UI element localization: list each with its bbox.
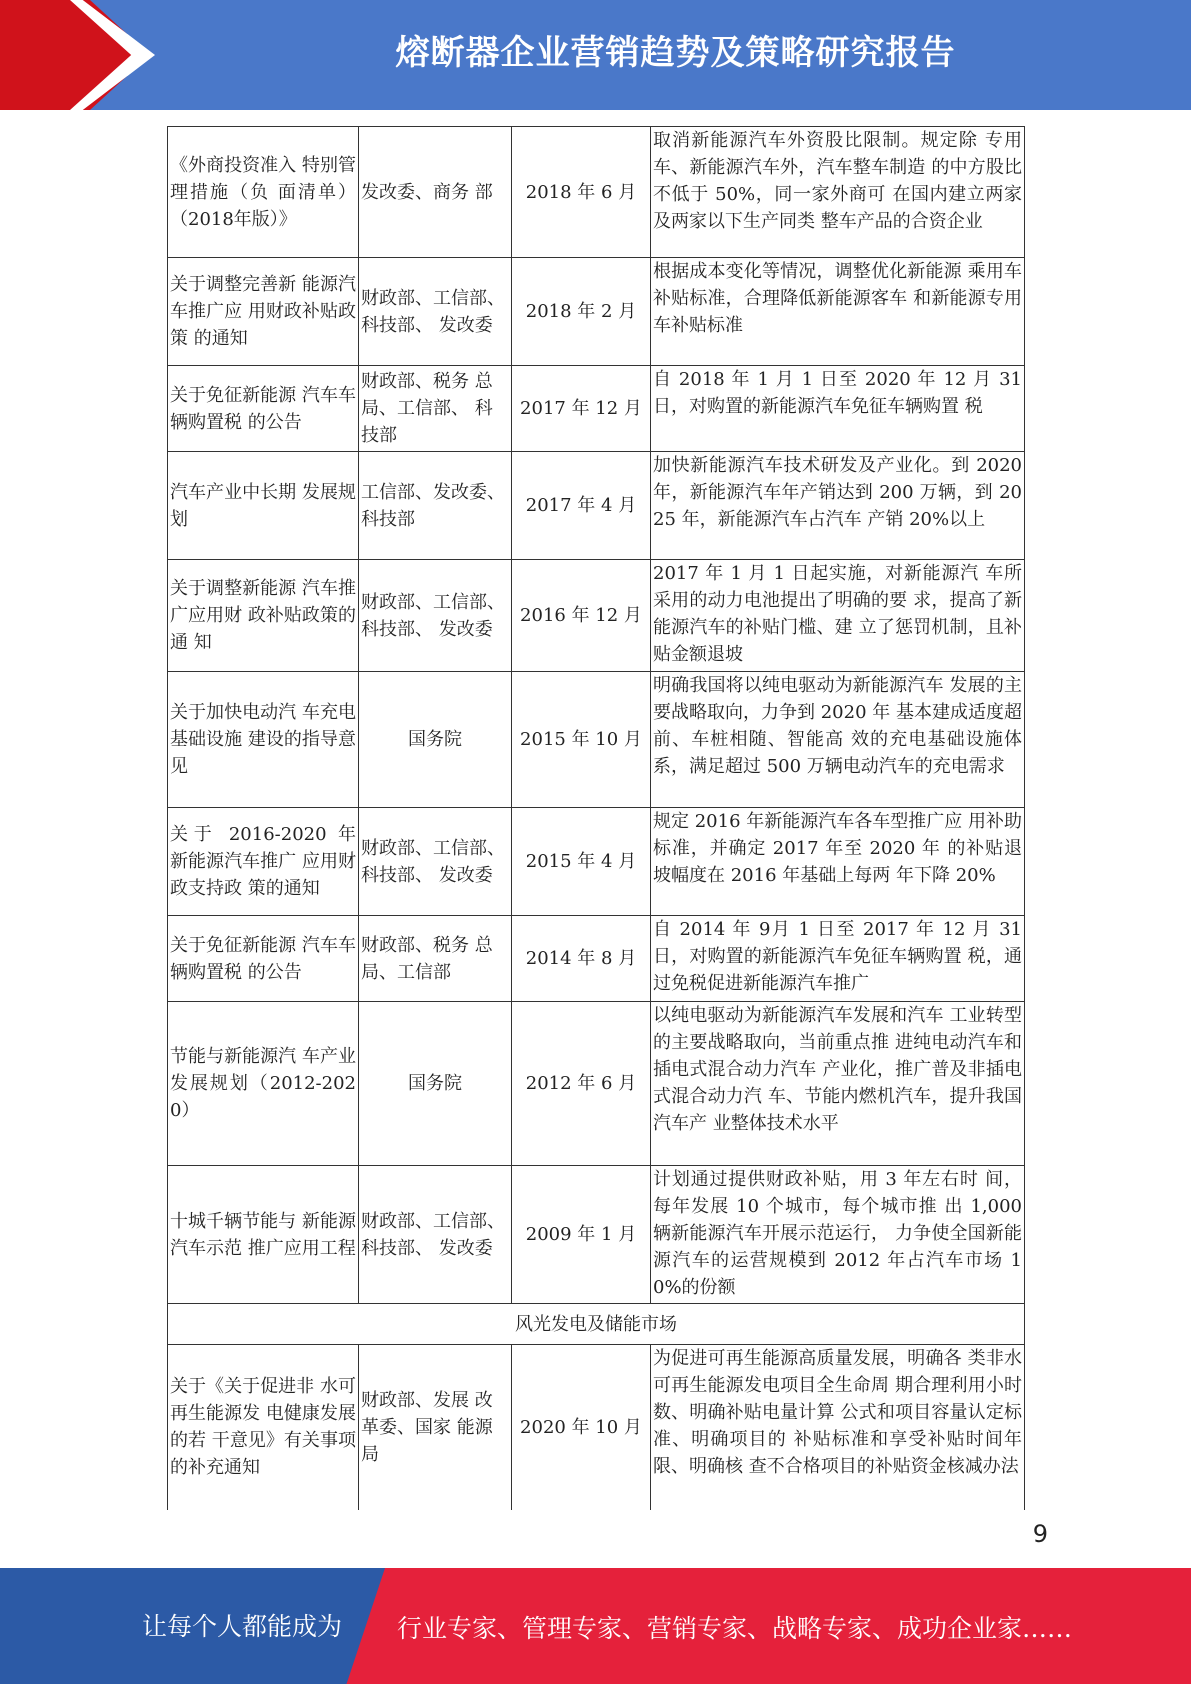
policy-name-cell: 汽车产业中长期 发展规划 [168,452,359,560]
date-cell: 2015 年 10 月 [512,672,651,808]
table-row [168,808,1025,916]
policy-name-cell: 关于调整新能源 汽车推广应用财 政补贴政策的通 知 [168,560,359,672]
date-cell: 2012 年 6 月 [512,1002,651,1166]
footer-slogan-left: 让每个人都能成为 [142,1612,343,1641]
table-row [168,452,1025,560]
table-row [168,1345,1025,1510]
date-cell: 2017 年 4 月 [512,452,651,560]
date-cell: 2014 年 8 月 [512,916,651,1002]
section-row [168,1304,1025,1345]
table-row [168,672,1025,808]
date-cell: 2009 年 1 月 [512,1166,651,1304]
department-cell: 财政部、税务 总局、工信部、 科技部 [359,366,512,452]
report-title: 熔断器企业营销趋势及策略研究报告 [395,33,956,73]
content-cell: 取消新能源汽车外资股比限制。规定除 专用车、新能源汽车外，汽车整车制造 的中方股比不低于 50%，同一家外商可 在国内建立两家及两家以下生产同类 整车产品的合资企业 [651,127,1025,258]
department-cell: 工信部、发改委、科技部 [359,452,512,560]
policy-name-cell: 关于《关于促进非 水可再生能源发 电健康发展的若 干意见》有关事项 的补充通知 [168,1345,359,1510]
table-row [168,127,1025,258]
page-number: 9 [1032,1520,1048,1548]
section-heading: 风光发电及储能市场 [168,1304,1025,1345]
content-cell: 加快新能源汽车技术研发及产业化。到 2020 年，新能源汽车年产销达到 200 万辆，到 2025 年，新能源汽车占汽车 产销 20%以上 [651,452,1025,560]
date-cell: 2020 年 10 月 [512,1345,651,1510]
content-cell: 2017 年 1 月 1 日起实施，对新能源汽 车所采用的动力电池提出了明确的要 求，提高了新能源汽车的补贴门槛、建 立了惩罚机制，且补贴金额退坡 [651,560,1025,672]
content-cell: 自 2014 年 9月 1 日至 2017 年 12 月 31 日，对购置的新能源汽车免征车辆购置 税，通过免税促进新能源汽车推广 [651,916,1025,1002]
date-cell: 2015 年 4 月 [512,808,651,916]
table-row [168,366,1025,452]
table-row [168,258,1025,366]
policy-name-cell: 关于免征新能源 汽车车辆购置税 的公告 [168,916,359,1002]
footer-banner [0,1568,1191,1684]
department-cell: 财政部、工信部、科技部、 发改委 [359,808,512,916]
header-red-arrow [0,0,150,110]
policy-table [167,126,1025,1510]
footer-slogan-right: 行业专家、管理专家、营销专家、战略专家、成功企业家…… [397,1614,1073,1643]
policy-name-cell: 关于免征新能源 汽车车辆购置税 的公告 [168,366,359,452]
content-cell: 为促进可再生能源高质量发展，明确各 类非水可再生能源发电项目全生命周 期合理利用小时数、明确补贴电量计算 公式和项目容量认定标准、明确项目的 补贴标准和享受补贴时间年限、明确核 查不合格项目的补贴资金核减办法 [651,1345,1025,1510]
department-cell: 国务院 [359,1002,512,1166]
date-cell: 2018 年 6 月 [512,127,651,258]
content-cell: 规定 2016 年新能源汽车各车型推广应 用补助标准，并确定 2017 年至 2020 年 的补贴退坡幅度在 2016 年基础上每两 年下降 20% [651,808,1025,916]
header-banner [0,0,1191,110]
content-cell: 根据成本变化等情况，调整优化新能源 乘用车补贴标准，合理降低新能源客车 和新能源专用车补贴标准 [651,258,1025,366]
policy-name-cell: 十城千辆节能与 新能源汽车示范 推广应用工程 [168,1166,359,1304]
department-cell: 国务院 [359,672,512,808]
policy-name-cell: 关于 2016-2020 年 新能源汽车推广 应用财政支持政 策的通知 [168,808,359,916]
department-cell: 财政部、税务 总局、工信部 [359,916,512,1002]
policy-name-cell: 关于加快电动汽 车充电基础设施 建设的指导意见 [168,672,359,808]
table-row [168,1002,1025,1166]
department-cell: 财政部、工信部、科技部、 发改委 [359,1166,512,1304]
table-row [168,1166,1025,1304]
policy-name-cell: 《外商投资准入 特别管理措施（负 面清单）（2018年版）》 [168,127,359,258]
table-row [168,560,1025,672]
department-cell: 财政部、工信部、科技部、 发改委 [359,258,512,366]
content-cell: 自 2018 年 1 月 1 日至 2020 年 12 月 31 日，对购置的新能源汽车免征车辆购置 税 [651,366,1025,452]
policy-name-cell: 关于调整完善新 能源汽车推广应 用财政补贴政策 的通知 [168,258,359,366]
date-cell: 2018 年 2 月 [512,258,651,366]
department-cell: 发改委、商务 部 [359,127,512,258]
date-cell: 2017 年 12 月 [512,366,651,452]
department-cell: 财政部、发展 改革委、国家 能源局 [359,1345,512,1510]
content-cell: 明确我国将以纯电驱动为新能源汽车 发展的主要战略取向，力争到 2020 年 基本建成适度超前、车桩相随、智能高 效的充电基础设施体系，满足超过 500 万辆电动汽车的充电需求 [651,672,1025,808]
department-cell: 财政部、工信部、科技部、 发改委 [359,560,512,672]
policy-name-cell: 节能与新能源汽 车产业发展规划（2012-2020） [168,1002,359,1166]
content-cell: 以纯电驱动为新能源汽车发展和汽车 工业转型的主要战略取向，当前重点推 进纯电动汽车和插电式混合动力汽车 产业化，推广普及非插电式混合动力汽 车、节能内燃机汽车，提升我国汽车产 业整体技术水平 [651,1002,1025,1166]
content-cell: 计划通过提供财政补贴，用 3 年左右时 间，每年发展 10 个城市，每个城市推 出 1,000 辆新能源汽车开展示范运行， 力争使全国新能源汽车的运营规模到 2012 年占汽车市场 10%的份额 [651,1166,1025,1304]
date-cell: 2016 年 12 月 [512,560,651,672]
table-row [168,916,1025,1002]
